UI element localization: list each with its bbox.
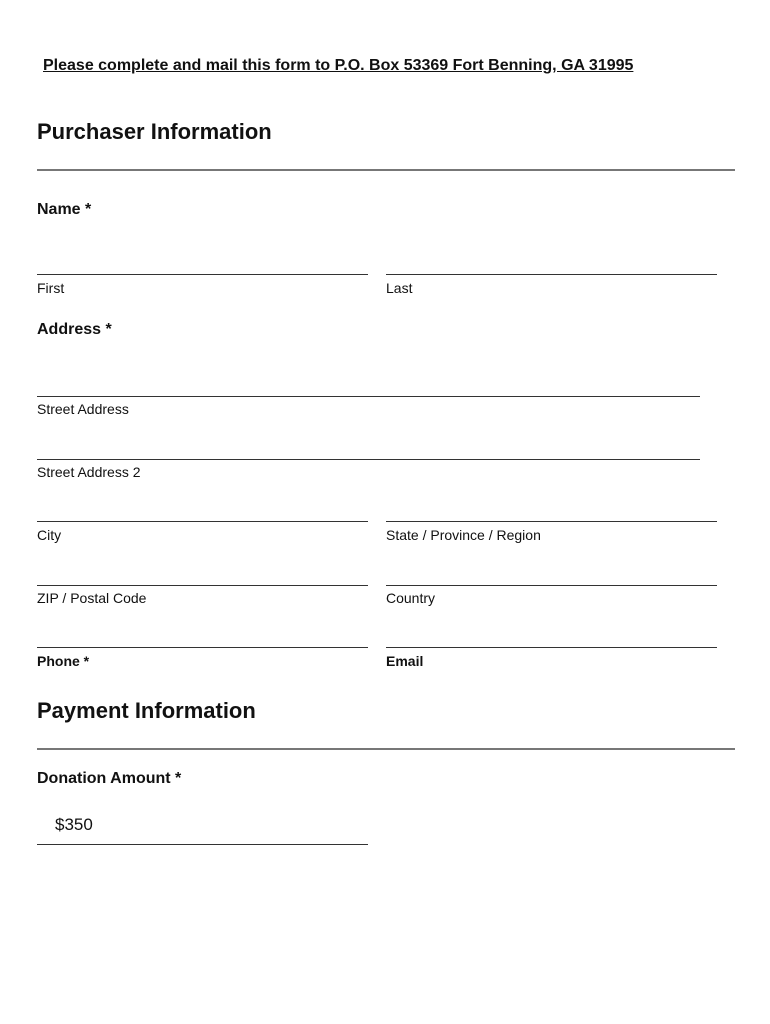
address-label: Address * bbox=[37, 321, 112, 338]
payment-section-title: Payment Information bbox=[37, 698, 256, 723]
first-name-label: First bbox=[37, 280, 65, 296]
street-address-label: Street Address bbox=[37, 401, 129, 417]
last-name-label: Last bbox=[386, 280, 413, 296]
city-field[interactable] bbox=[37, 521, 368, 522]
donation-amount-field[interactable] bbox=[37, 844, 368, 845]
street-address-2-field[interactable] bbox=[37, 459, 700, 460]
street-address-field[interactable] bbox=[37, 396, 700, 397]
donation-amount-label: Donation Amount * bbox=[37, 770, 182, 787]
email-label: Email bbox=[386, 653, 424, 669]
zip-label: ZIP / Postal Code bbox=[37, 590, 147, 606]
first-name-field[interactable] bbox=[37, 274, 368, 275]
purchaser-section-divider bbox=[37, 169, 735, 171]
donation-amount-value[interactable]: $350 bbox=[55, 815, 93, 834]
city-label: City bbox=[37, 527, 62, 543]
country-label: Country bbox=[386, 590, 436, 606]
street-address-2-label: Street Address 2 bbox=[37, 464, 141, 480]
country-field[interactable] bbox=[386, 585, 717, 586]
mailing-notice: Please complete and mail this form to P.O. Box 53369 Fort Benning, GA 31995 bbox=[43, 57, 634, 74]
email-field[interactable] bbox=[386, 647, 717, 648]
purchaser-section-title: Purchaser Information bbox=[37, 119, 272, 144]
state-field[interactable] bbox=[386, 521, 717, 522]
zip-field[interactable] bbox=[37, 585, 368, 586]
name-label: Name * bbox=[37, 201, 92, 218]
state-label: State / Province / Region bbox=[386, 527, 541, 543]
phone-label: Phone * bbox=[37, 653, 90, 669]
last-name-field[interactable] bbox=[386, 274, 717, 275]
payment-section-divider bbox=[37, 748, 735, 750]
phone-field[interactable] bbox=[37, 647, 368, 648]
